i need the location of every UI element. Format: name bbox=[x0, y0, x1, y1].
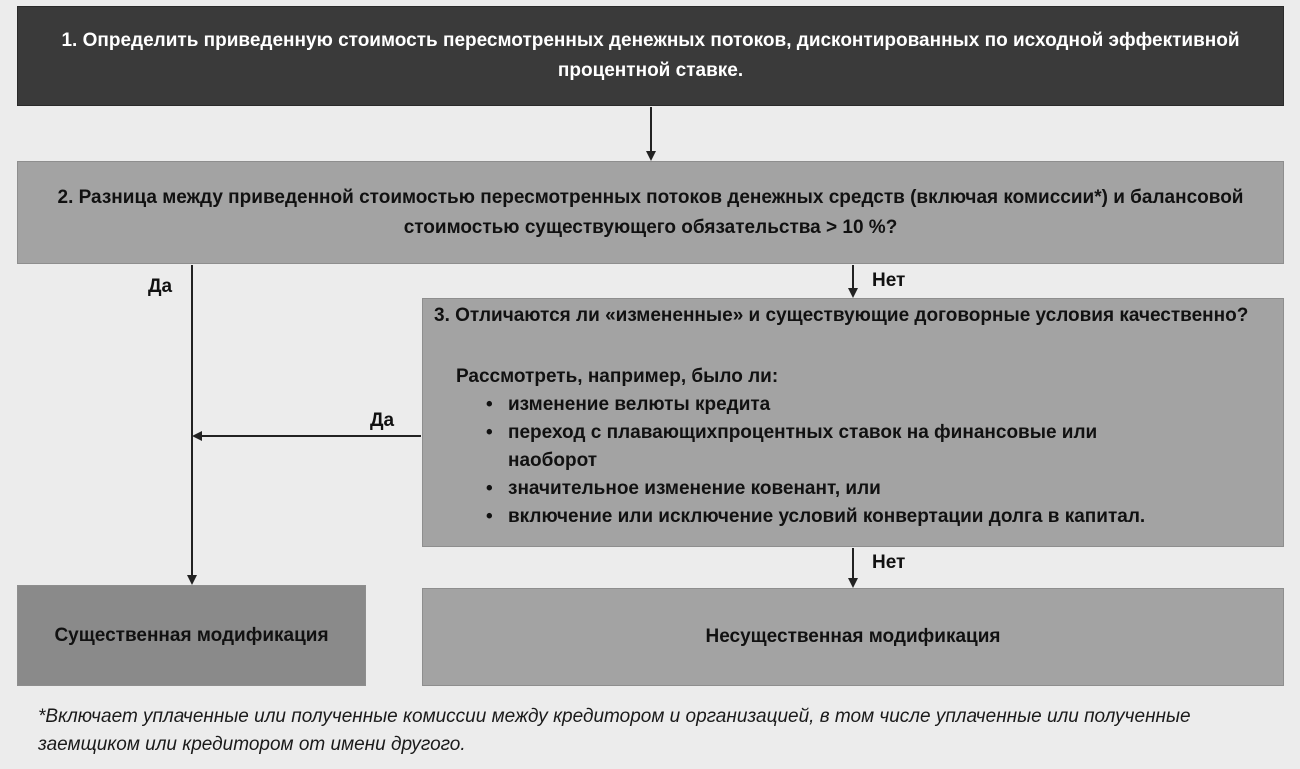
list-item: • изменение велюты кредита bbox=[486, 391, 1168, 419]
footnote: *Включает уплаченные или полученные комиссии между кредитором и организацией, в том числе уплаченные или полученные заемщиком или кредитором от имени другого. bbox=[38, 706, 1191, 755]
substantial-modification-box bbox=[17, 585, 366, 686]
label-yes-mid: Да bbox=[370, 410, 395, 431]
bullet-icon: • bbox=[486, 506, 493, 527]
label-yes-left: Да bbox=[148, 276, 173, 297]
list-item: • включение или исключение условий конвертации долга в капитал. bbox=[486, 503, 1168, 531]
substantial-modification-text: Существенная модификация bbox=[54, 625, 329, 646]
nonsubstantial-modification-box bbox=[422, 588, 1284, 686]
bullet-icon: • bbox=[486, 478, 493, 499]
list-item: • переход с плавающихпроцентных ставок на финансовые или наоборот bbox=[486, 419, 1168, 475]
label-no-top: Нет bbox=[872, 270, 906, 291]
step3-box bbox=[422, 298, 1284, 547]
step2-box bbox=[17, 161, 1284, 264]
step1-text: 1. Определить приведенную стоимость пересмотренных денежных потоков, дисконтированных по исходной эффективной процентной ставке. bbox=[61, 30, 1240, 81]
label-no-bottom: Нет bbox=[872, 552, 906, 573]
step3-intro: Рассмотреть, например, было ли: bbox=[456, 366, 779, 387]
step3-question: 3. Отличаются ли «измененные» и существующие договорные условия качественно? bbox=[434, 305, 1249, 326]
list-item: • значительное изменение ковенант, или bbox=[486, 475, 1168, 503]
step3-bullet-list bbox=[486, 391, 1168, 531]
step2-text: 2. Разница между приведенной стоимостью пересмотренных потоков денежных средств (включая комиссии*) и балансовой стоимостью существующего обязательства > 10 %? bbox=[57, 186, 1244, 238]
step1-box bbox=[17, 6, 1284, 106]
bullet-icon: • bbox=[486, 394, 493, 415]
nonsubstantial-modification-text: Несущественная модификация bbox=[705, 626, 1001, 647]
bullet-icon: • bbox=[486, 422, 493, 443]
